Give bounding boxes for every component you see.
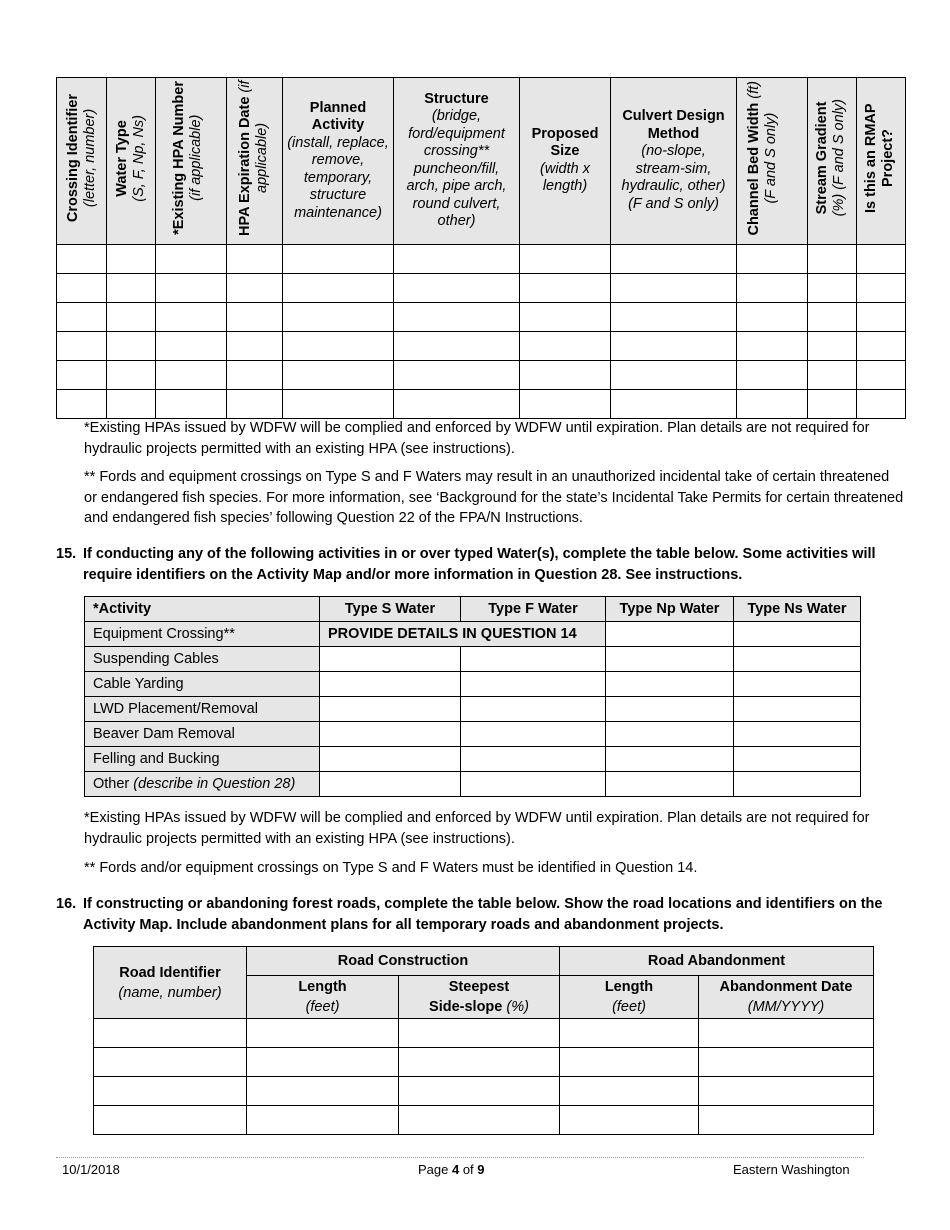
table-row	[85, 697, 861, 722]
fords-note-14: ** Fords and equipment crossings on Type S and F Waters may result in an unauthorized incidental take of certain threatened or endangered fish species. For more information, see ‘Background for the state’s Incidental Take Permits for certain threatened and endangered fish species’ following Question 22 of the FPA/N Instructions.	[84, 469, 904, 526]
row-label: Beaver Dam Removal	[85, 722, 320, 747]
table-row	[85, 722, 861, 747]
crossing-table	[56, 77, 906, 419]
activity-table	[84, 596, 861, 797]
col-steepest-sideslope: Steepest Side-slope (%)	[399, 976, 560, 1019]
col-culvert-design: Culvert Design Method (no-slope, stream-sim, hydraulic, other) (F and S only)	[611, 78, 737, 245]
col-channel-bed-width: Channel Bed Width (ft) (F and S only)	[737, 78, 808, 245]
road-table	[93, 946, 874, 1135]
col-structure: Structure (bridge, ford/equipment crossing** puncheon/fill, arch, pipe arch, round culvert, other)	[394, 78, 520, 245]
col-existing-hpa: *Existing HPA Number (if applicable)	[156, 78, 227, 245]
col-water-type: Water Type (S, F, Np, Ns)	[107, 78, 156, 245]
question-15: 15. If conducting any of the following activities in or over typed Water(s), complete the table below. Some activities will require identifiers on the Activity Map and/or more information in Question 28. See instructions.	[56, 546, 876, 583]
col-type-ns: Type Ns Water	[734, 597, 861, 622]
col-hpa-expiration: HPA Expiration Date (if applicable)	[227, 78, 283, 245]
hpa-note-14: *Existing HPAs issued by WDFW will be complied and enforced by WDFW until expiration. Plan details are not required for hydraulic projects permitted with an existing HPA (see instructions).	[84, 420, 870, 457]
row-label: Cable Yarding	[85, 672, 320, 697]
col-construction-length: Length (feet)	[247, 976, 399, 1019]
row-label: LWD Placement/Removal	[85, 697, 320, 722]
col-type-f: Type F Water	[461, 597, 606, 622]
col-type-np: Type Np Water	[606, 597, 734, 622]
col-rmap-project: Is this an RMAP Project?	[857, 78, 906, 245]
table-row	[94, 1077, 874, 1106]
col-activity: *Activity	[85, 597, 320, 622]
road-abandonment-header: Road Abandonment	[560, 947, 874, 976]
table-row	[94, 1048, 874, 1077]
crossing-table-header	[57, 78, 906, 245]
hpa-note-15: *Existing HPAs issued by WDFW will be complied and enforced by WDFW until expiration. Plan details are not required for hydraulic projects permitted with an existing HPA (see instructions).	[84, 810, 870, 847]
table-row	[57, 360, 906, 389]
table-row	[85, 622, 861, 647]
question-16: 16. If constructing or abandoning forest roads, complete the table below. Show the road locations and identifiers on the Activity Map. Include abandonment plans for all temporary roads and abandonment projects.	[56, 896, 883, 933]
table-row	[57, 331, 906, 360]
table-row	[94, 1106, 874, 1135]
table-row	[85, 647, 861, 672]
col-crossing-identifier: Crossing Identifier (letter, number)	[57, 78, 107, 245]
row-label: Other (describe in Question 28)	[85, 772, 320, 797]
row-label: Suspending Cables	[85, 647, 320, 672]
footer-page: Page 4 of 9	[418, 1162, 485, 1177]
fords-note-15: ** Fords and/or equipment crossings on Type S and F Waters must be identified in Question 14.	[84, 860, 698, 876]
table-row	[57, 244, 906, 273]
col-road-identifier: Road Identifier (name, number)	[94, 947, 247, 1019]
table-row	[85, 747, 861, 772]
table-row	[57, 273, 906, 302]
col-stream-gradient: Stream Gradient (%) (F and S only)	[808, 78, 857, 245]
table-row	[94, 1019, 874, 1048]
row-label: Felling and Bucking	[85, 747, 320, 772]
col-abandonment-length: Length (feet)	[560, 976, 699, 1019]
road-construction-header: Road Construction	[247, 947, 560, 976]
col-proposed-size: Proposed Size (width x length)	[520, 78, 611, 245]
footer-date: 10/1/2018	[62, 1162, 120, 1177]
col-type-s: Type S Water	[320, 597, 461, 622]
table-row	[85, 772, 861, 797]
footer-region: Eastern Washington	[733, 1162, 850, 1177]
activity-table-header	[85, 597, 861, 622]
table-row	[57, 302, 906, 331]
provide-details-note: PROVIDE DETAILS IN QUESTION 14	[320, 622, 606, 647]
table-row	[57, 389, 906, 418]
col-abandonment-date: Abandonment Date (MM/YYYY)	[699, 976, 874, 1019]
row-label: Equipment Crossing**	[85, 622, 320, 647]
footer-divider	[56, 1157, 864, 1158]
table-row	[85, 672, 861, 697]
col-planned-activity: Planned Activity (install, replace, remove, temporary, structure maintenance)	[283, 78, 394, 245]
